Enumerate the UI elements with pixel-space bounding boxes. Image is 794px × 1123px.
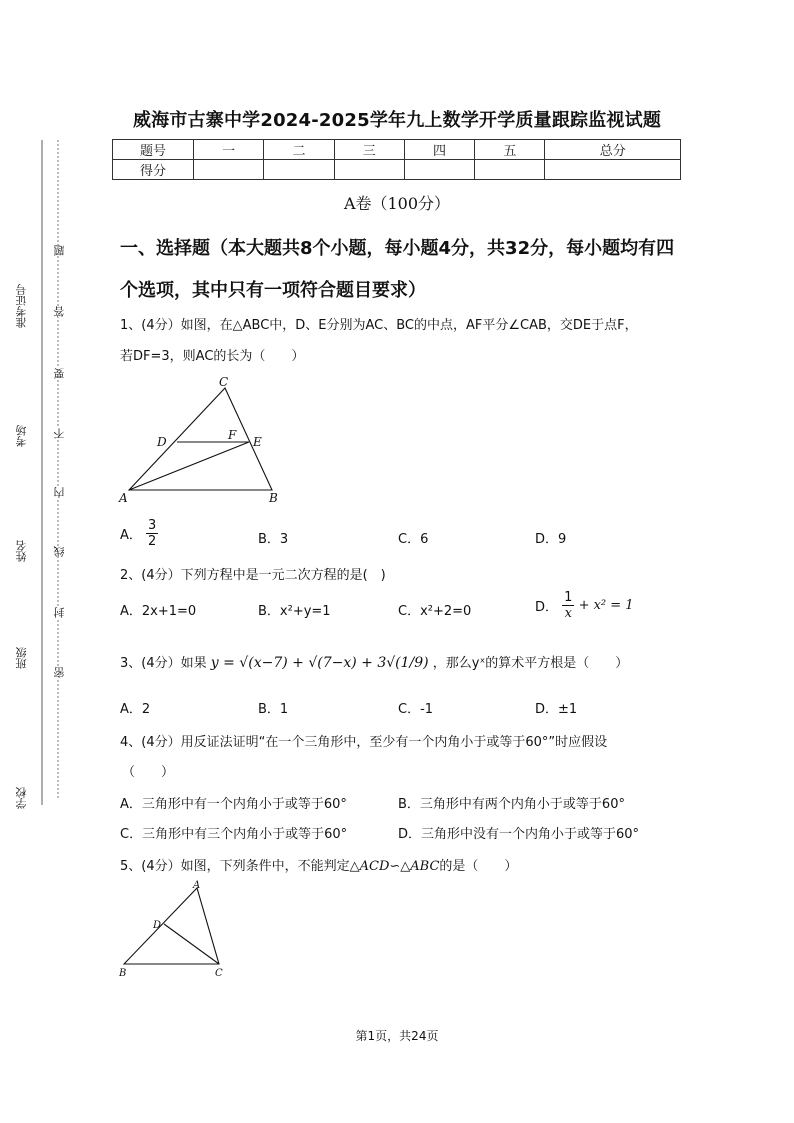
page-footer: 第1页，共24页 (355, 1029, 439, 1043)
q1-label-c: C (219, 375, 229, 389)
q1-stem-line2: 若DF=3，则AC的长为（ ） (120, 349, 305, 364)
q4-stem-line1: 4、(4分）用反证法证明“在一个三角形中，至少有一个内角小于或等于60°”时应假设 (120, 735, 608, 750)
q1-label-a: A (119, 491, 128, 505)
score-table-score-row (113, 160, 681, 180)
q5-stem-suffix: 的是（ ） (439, 859, 518, 874)
q1-option-c[interactable]: C．6 (398, 532, 429, 547)
section-a-title: A卷（100分） (343, 194, 451, 213)
score-header-cell: 四 (404, 140, 474, 160)
q3-option-a[interactable]: A．2 (120, 702, 151, 717)
seal-char: 要 (53, 368, 66, 379)
score-header-cell: 三 (334, 140, 404, 160)
q1-stem-line1: 1、(4分）如图，在△ABC中，D、E分别为AC、BC的中点，AF平分∠CAB，交DE于点F， (120, 318, 638, 333)
q1-figure-triangle-abc (115, 372, 290, 507)
seal-char: 不 (53, 428, 66, 439)
seal-char: 内 (53, 487, 66, 498)
score-row-label: 得分 (113, 160, 194, 180)
q4-option-a[interactable]: A．三角形中有一个内角小于或等于60° (120, 797, 347, 812)
q3-option-b[interactable]: B．1 (258, 702, 289, 717)
q2-option-b[interactable]: B．x²+y=1 (258, 604, 331, 619)
seal-char: 答 (53, 306, 66, 317)
seal-char: 线 (53, 546, 66, 557)
q5-stem-prefix: 5、(4分）如图，下列条件中，不能判定 (120, 859, 350, 874)
margin-label-class: 班级 (15, 647, 28, 669)
q5-label-d: D (153, 920, 162, 931)
q3-stem-suffix: ，那么yˣ的算术平方根是（ ） (432, 656, 629, 671)
score-cell[interactable] (475, 160, 545, 180)
q1-label-b: B (269, 491, 278, 505)
q4-stem-line2: （ ） (122, 765, 175, 780)
margin-label-school: 学校 (15, 787, 28, 809)
q1-label-e: E (253, 435, 262, 449)
score-table (112, 139, 681, 180)
q5-figure-triangle-abc (115, 878, 235, 980)
margin-label-name: 姓名 (15, 540, 28, 562)
q2-option-d[interactable]: D． $\frac{1}{x}$ + x² = 1 (535, 590, 634, 621)
score-header-cell: 总分 (545, 140, 681, 160)
q4-option-d[interactable]: D．三角形中没有一个内角小于或等于60° (398, 827, 640, 842)
q5-label-b: B (119, 968, 127, 979)
part1-heading: 一、选择题（本大题共8个小题，每小题4分，共32分，每小题均有四个选项，其中只有一项符合题目要求） (120, 238, 675, 301)
score-header-cell: 二 (264, 140, 334, 160)
q3-option-d[interactable]: D．±1 (535, 702, 578, 717)
q3-stem-prefix: 3、(4分）如果 (120, 656, 207, 671)
q1-label-f: F (228, 428, 237, 442)
score-cell[interactable] (334, 160, 404, 180)
seal-char: 密 (53, 667, 66, 678)
q2-stem: 2、(4分）下列方程中是一元二次方程的是( ) (120, 568, 386, 583)
q1-option-b[interactable]: B．3 (258, 532, 289, 547)
q4-option-b[interactable]: B．三角形中有两个内角小于或等于60° (398, 797, 625, 812)
q3-stem (120, 652, 628, 671)
margin-label-exam-id: 准考证号 (15, 284, 28, 328)
score-cell[interactable] (404, 160, 474, 180)
q5-label-a: A (193, 880, 201, 891)
seal-char: 题 (53, 245, 66, 256)
q3-formula: y = √(x−7) + √(7−x) + 3√(1/9) (210, 655, 429, 671)
q1-label-d: D (157, 435, 167, 449)
score-cell[interactable] (194, 160, 264, 180)
q5-label-c: C (215, 968, 223, 979)
q2-option-c[interactable]: C．x²+2=0 (398, 604, 472, 619)
seal-char: 封 (53, 607, 66, 618)
exam-title: 威海市古寨中学2024-2025学年九上数学开学质量跟踪监视试题 (132, 110, 662, 131)
score-cell[interactable] (545, 160, 681, 180)
score-header-cell: 题号 (113, 140, 194, 160)
score-header-cell: 五 (475, 140, 545, 160)
q1-option-d[interactable]: D．9 (535, 532, 567, 547)
q1-option-a[interactable]: A． $\frac{3}{2}$ (120, 518, 157, 549)
margin-label-room: 考场 (15, 425, 28, 447)
score-header-cell: 一 (194, 140, 264, 160)
q3-option-c[interactable]: C．-1 (398, 702, 434, 717)
q4-option-c[interactable]: C．三角形中有三个内角小于或等于60° (120, 827, 348, 842)
score-cell[interactable] (264, 160, 334, 180)
q5-stem-math: △ACD∽△ABC (349, 859, 440, 874)
q2-option-a[interactable]: A．2x+1=0 (120, 604, 197, 619)
q5-stem (120, 855, 517, 874)
score-table-header-row (113, 140, 681, 160)
